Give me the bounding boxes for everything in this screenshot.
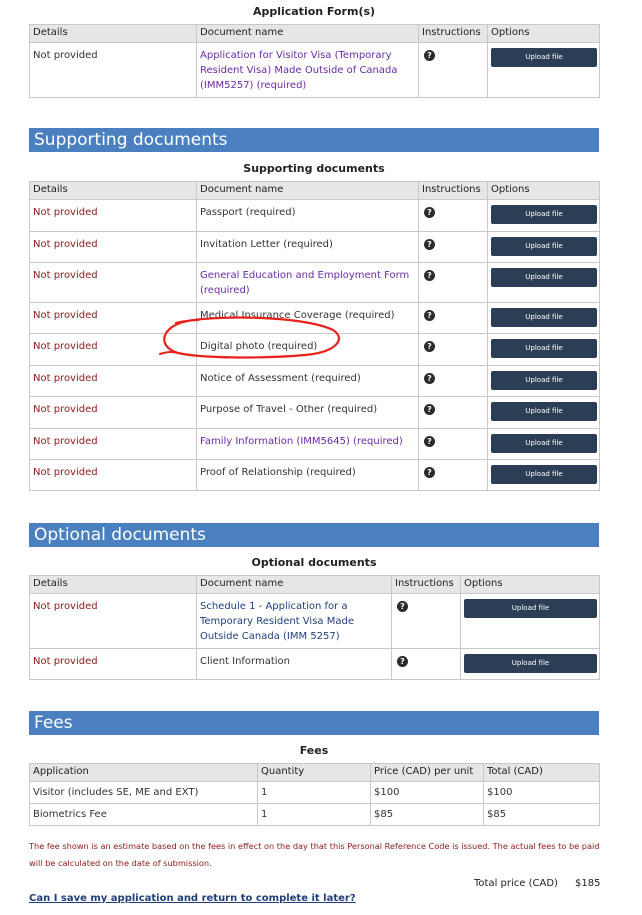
fee-total: $85	[484, 804, 600, 826]
upload-file-button[interactable]: Upload file	[491, 48, 597, 67]
document-name: Digital photo (required)	[197, 334, 419, 366]
help-icon[interactable]: ?	[424, 404, 435, 415]
col-options: Options	[488, 25, 600, 43]
table-row	[30, 649, 600, 680]
fee-application: Biometrics Fee	[30, 804, 258, 826]
optional-documents-table	[29, 575, 600, 680]
col-total: Total (CAD)	[484, 764, 600, 782]
col-document-name: Document name	[197, 25, 419, 43]
fees-table	[29, 763, 600, 826]
upload-file-button[interactable]: Upload file	[491, 237, 597, 256]
supporting-documents-caption: Supporting documents	[243, 162, 385, 175]
fee-estimate-note: The fee shown is an estimate based on the fees in effect on the day that this Personal Reference Code is issued. The actual fees to be paid will be calculated on the date of submission.	[29, 841, 600, 868]
help-icon[interactable]: ?	[424, 207, 435, 218]
fees-caption: Fees	[299, 744, 329, 757]
table-row	[30, 429, 600, 460]
details-status: Not provided	[30, 594, 197, 649]
upload-file-button[interactable]: Upload file	[491, 402, 597, 421]
details-status: Not provided	[30, 429, 197, 460]
col-document-name: Document name	[197, 182, 419, 200]
optional-documents-caption: Optional documents	[251, 556, 377, 569]
col-quantity: Quantity	[258, 764, 371, 782]
help-icon[interactable]: ?	[424, 436, 435, 447]
table-row	[30, 334, 600, 366]
details-status: Not provided	[30, 263, 197, 303]
help-icon[interactable]: ?	[424, 373, 435, 384]
upload-file-button[interactable]: Upload file	[491, 434, 597, 453]
help-icon[interactable]: ?	[424, 467, 435, 478]
details-status: Not provided	[30, 232, 197, 263]
fees-banner: Fees	[29, 711, 599, 735]
table-row	[30, 303, 600, 334]
table-row	[30, 804, 600, 826]
help-icon[interactable]: ?	[424, 341, 435, 352]
optional-documents-banner: Optional documents	[29, 523, 599, 547]
supporting-documents-banner: Supporting documents	[29, 128, 599, 152]
details-status: Not provided	[30, 303, 197, 334]
table-row	[30, 366, 600, 397]
document-name: Client Information	[197, 649, 392, 680]
upload-file-button[interactable]: Upload file	[491, 308, 597, 327]
table-row	[30, 397, 600, 429]
col-instructions: Instructions	[419, 25, 488, 43]
save-and-return-link[interactable]: Can I save my application and return to complete it later?	[29, 893, 356, 904]
application-forms-table	[29, 24, 600, 98]
total-price-label: Total price (CAD)	[474, 878, 558, 889]
table-row	[30, 782, 600, 804]
col-options: Options	[461, 576, 600, 594]
help-icon[interactable]: ?	[397, 601, 408, 612]
document-name: Invitation Letter (required)	[197, 232, 419, 263]
upload-file-button[interactable]: Upload file	[491, 465, 597, 484]
document-name: Passport (required)	[197, 200, 419, 232]
details-status: Not provided	[30, 460, 197, 491]
application-forms-caption: Application Form(s)	[252, 5, 376, 18]
document-link-family-information[interactable]: Family Information (IMM5645) (required)	[200, 436, 403, 447]
col-application: Application	[30, 764, 258, 782]
col-options: Options	[488, 182, 600, 200]
help-icon[interactable]: ?	[397, 656, 408, 667]
table-row	[30, 263, 600, 303]
document-name: Purpose of Travel - Other (required)	[197, 397, 419, 429]
upload-file-button[interactable]: Upload file	[464, 599, 597, 618]
details-status: Not provided	[30, 397, 197, 429]
upload-file-button[interactable]: Upload file	[491, 371, 597, 390]
document-link-imm5257[interactable]: Application for Visitor Visa (Temporary Resident Visa) Made Outside of Canada (IMM5257) (required)	[200, 50, 398, 91]
help-icon[interactable]: ?	[424, 239, 435, 250]
supporting-documents-table	[29, 181, 600, 491]
col-price: Price (CAD) per unit	[371, 764, 484, 782]
table-row	[30, 232, 600, 263]
fee-quantity: 1	[258, 782, 371, 804]
col-instructions: Instructions	[392, 576, 461, 594]
document-name: Medical Insurance Coverage (required)	[197, 303, 419, 334]
col-details: Details	[30, 182, 197, 200]
upload-file-button[interactable]: Upload file	[464, 654, 597, 673]
details-status: Not provided	[30, 200, 197, 232]
document-link-schedule-1[interactable]: Schedule 1 - Application for a Temporary Resident Visa Made Outside Canada (IMM 5257)	[200, 601, 354, 642]
fee-application: Visitor (includes SE, ME and EXT)	[30, 782, 258, 804]
document-name: Notice of Assessment (required)	[197, 366, 419, 397]
upload-file-button[interactable]: Upload file	[491, 205, 597, 224]
help-icon[interactable]: ?	[424, 50, 435, 61]
table-row	[30, 43, 600, 98]
fee-price: $85	[371, 804, 484, 826]
fee-price: $100	[371, 782, 484, 804]
fee-total: $100	[484, 782, 600, 804]
document-link-education-form[interactable]: General Education and Employment Form (required)	[200, 270, 410, 296]
details-status: Not provided	[30, 334, 197, 366]
help-icon[interactable]: ?	[424, 310, 435, 321]
col-instructions: Instructions	[419, 182, 488, 200]
col-details: Details	[30, 576, 197, 594]
details-status: Not provided	[30, 649, 197, 680]
table-row	[30, 460, 600, 491]
col-document-name: Document name	[197, 576, 392, 594]
table-row	[30, 200, 600, 232]
table-row	[30, 594, 600, 649]
help-icon[interactable]: ?	[424, 270, 435, 281]
document-name: Proof of Relationship (required)	[197, 460, 419, 491]
col-details: Details	[30, 25, 197, 43]
fee-quantity: 1	[258, 804, 371, 826]
upload-file-button[interactable]: Upload file	[491, 268, 597, 287]
details-status: Not provided	[30, 366, 197, 397]
upload-file-button[interactable]: Upload file	[491, 339, 597, 358]
details-status: Not provided	[30, 43, 197, 98]
total-price-value: $185	[575, 878, 601, 889]
